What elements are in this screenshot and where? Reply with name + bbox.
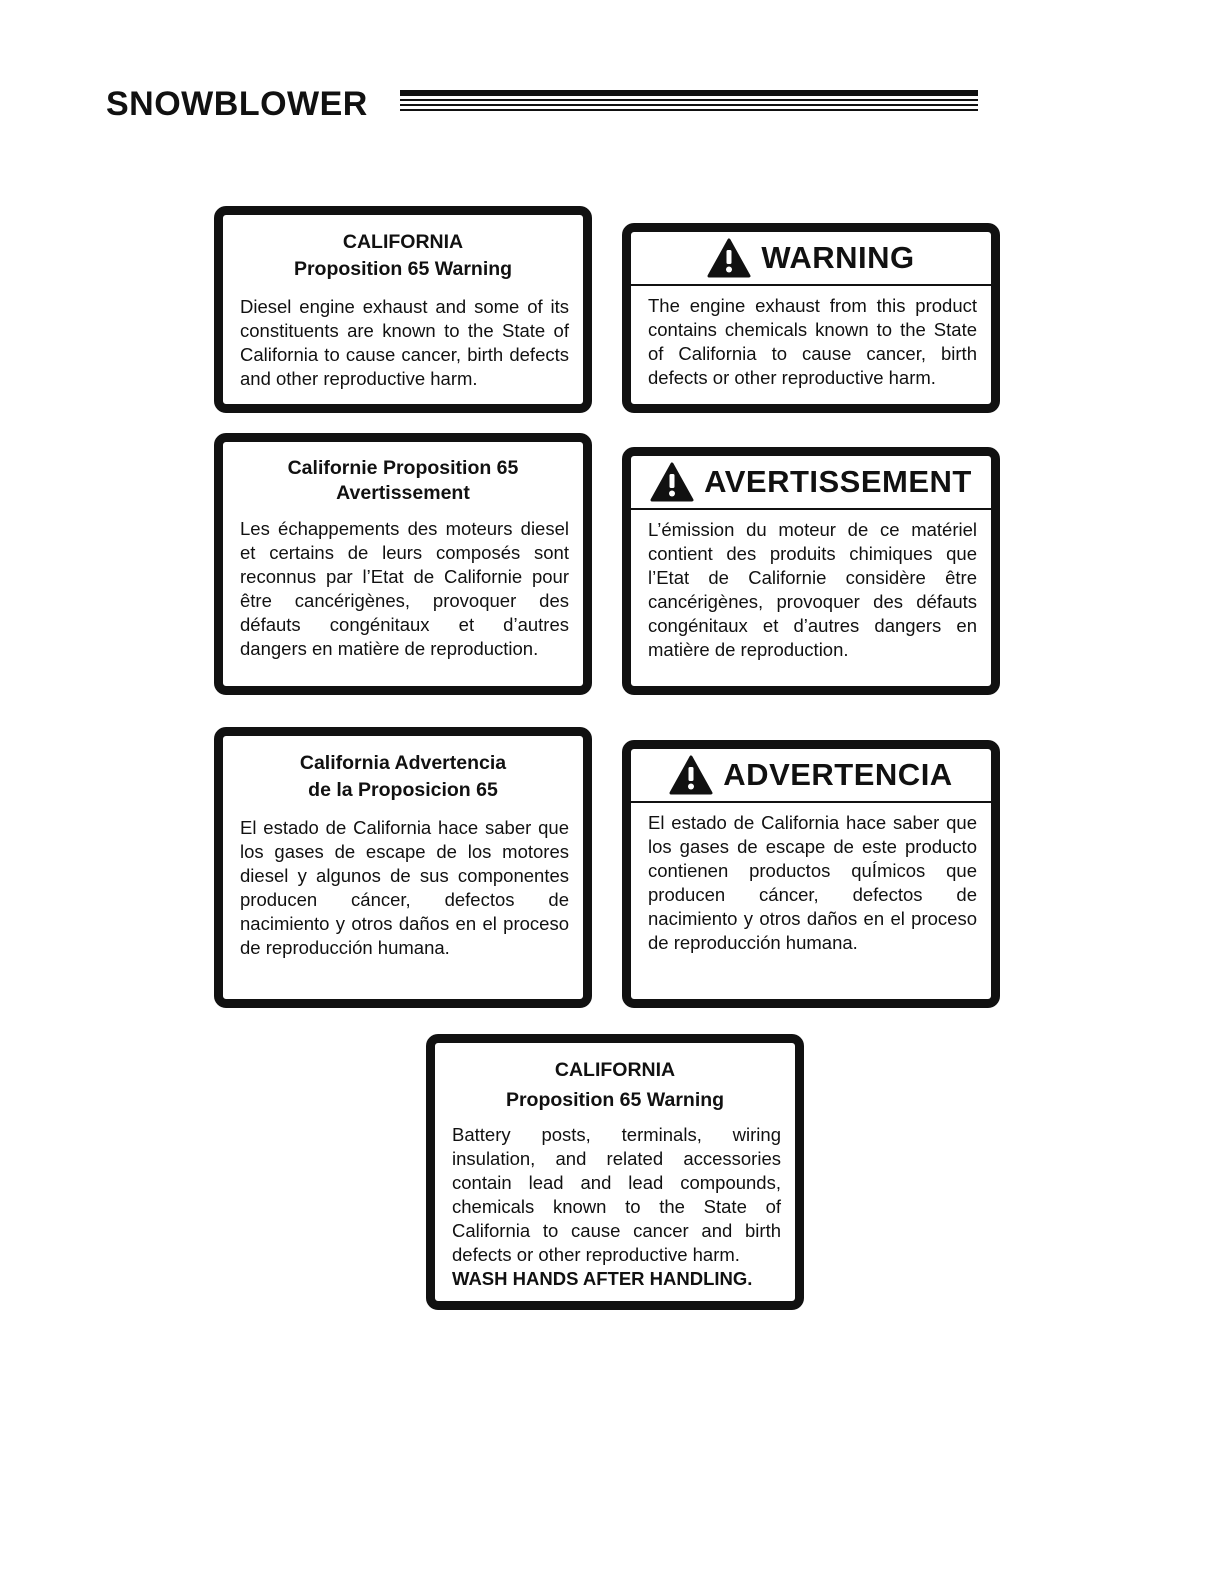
warning-french-header — [631, 456, 991, 510]
prop65-english-heading — [223, 215, 583, 283]
advertencia-word: ADVERTENCIA — [723, 757, 953, 792]
prop65-french-body: Les échappements des moteurs diesel et certains de leurs composés sont reconnus par l’Etat de Californie pour être cancérigènes, provoquer des défauts congénitaux et d’autres dangers en matière de reproduction. — [240, 518, 569, 659]
prop65-french-label — [214, 433, 592, 695]
prop65-english-body: Diesel engine exhaust and some of its constituents are known to the State of California to cause cancer, birth defects and other reproductive harm. — [240, 296, 569, 389]
warning-french-body: L’émission du moteur de ce matériel contient des produits chimiques que l’Etat de Californie considère être cancérigènes, provoquer des défauts congénitaux et d’autres dangers en matière de reproduction. — [648, 519, 977, 660]
prop65-spanish-heading — [223, 736, 583, 804]
warning-spanish-header — [631, 749, 991, 803]
heading-line-2: Proposition 65 Warning — [505, 1089, 725, 1111]
warning-english-label — [622, 223, 1000, 413]
warning-triangle-icon — [707, 238, 751, 278]
warning-english-body: The engine exhaust from this product contains chemicals known to the State of California to cause cancer, birth defects or other reproductive harm. — [648, 295, 977, 388]
heading-line-2: Proposition 65 Warning — [293, 258, 513, 280]
page-title: SNOWBLOWER — [106, 85, 368, 123]
prop65-battery-body: Battery posts, terminals, wiring insulation, and related accessories contain lead and lead compounds, chemicals known to the State of California to cause cancer and birth defects or other reproductive harm. — [452, 1124, 781, 1265]
warning-triangle-icon — [650, 462, 694, 502]
header-rule — [400, 90, 978, 112]
prop65-english-label — [214, 206, 592, 413]
avertissement-word: AVERTISSEMENT — [704, 464, 972, 499]
warning-spanish-label — [622, 740, 1000, 1008]
prop65-spanish-body: El estado de California hace saber que los gases de escape de los motores diesel y algunos de sus componentes producen cáncer, defectos de nacimiento y otros daños en el proceso de reproducción humana. — [240, 817, 569, 958]
page-header — [106, 84, 986, 128]
heading-line-1: CALIFORNIA — [342, 231, 464, 253]
prop65-spanish-label — [214, 727, 592, 1008]
heading-line-1: California Advertencia — [299, 752, 507, 774]
warning-french-label — [622, 447, 1000, 695]
heading-line-1: Californie Proposition 65 — [287, 457, 519, 479]
heading-line-2: Avertissement — [336, 482, 470, 504]
wash-hands-notice: WASH HANDS AFTER HANDLING. — [452, 1268, 753, 1289]
prop65-battery-heading — [435, 1043, 795, 1115]
warning-word: WARNING — [761, 240, 915, 275]
warning-triangle-icon — [669, 755, 713, 795]
prop65-french-heading — [223, 442, 583, 506]
heading-line-2: de la Proposicion 65 — [308, 779, 498, 801]
warning-english-header — [631, 232, 991, 286]
warning-spanish-body: El estado de California hace saber que los gases de escape de este producto contienen productos quÍmicos que producen cáncer, defectos de nacimiento y otros daños en el proceso de reproducción humana. — [648, 812, 977, 953]
heading-line-1: CALIFORNIA — [554, 1059, 676, 1081]
prop65-battery-label — [426, 1034, 804, 1310]
